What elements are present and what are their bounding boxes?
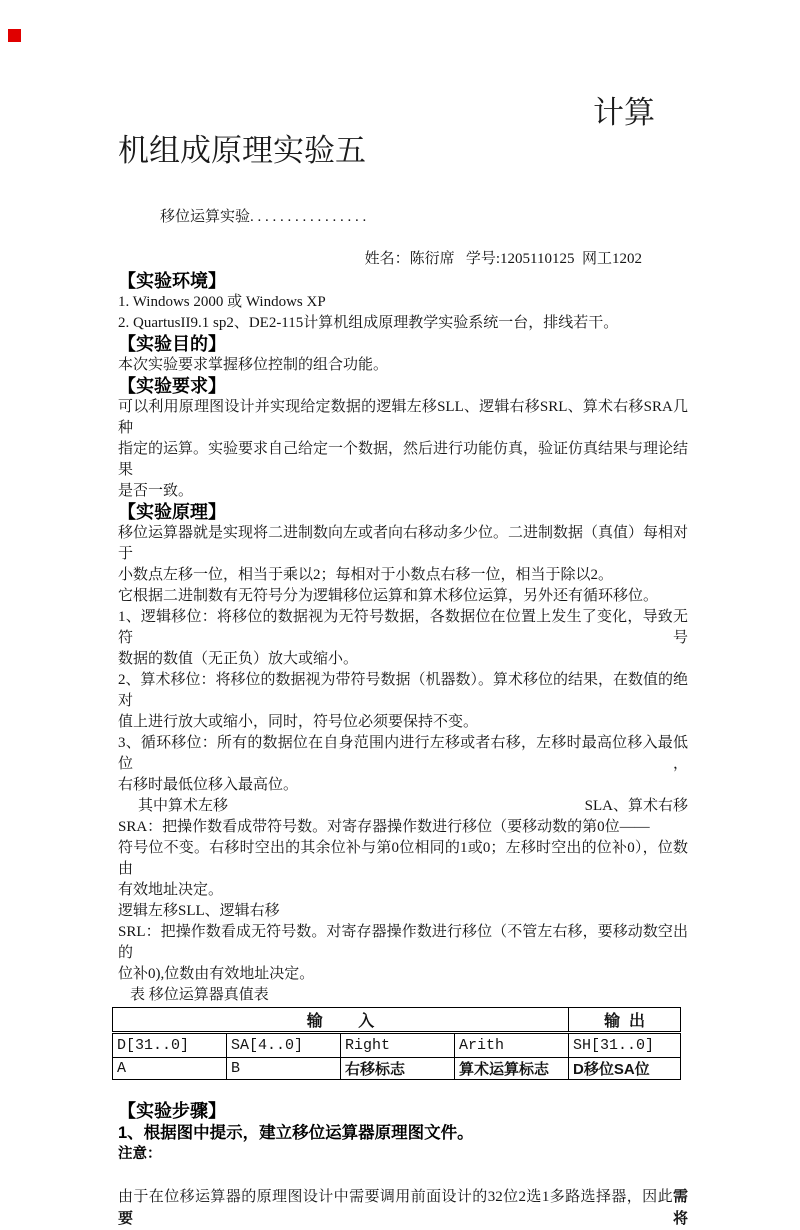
steps-section bbox=[118, 1100, 688, 1230]
desc-cell-right-flag: 右移标志 bbox=[341, 1058, 455, 1080]
principle-line: 3、循环移位：所有的数据位在自身范围内进行左移或者右移，左移时最高位移入最低位， bbox=[118, 735, 688, 772]
sra-line: 位补0),位数由有效地址决定。 bbox=[118, 966, 315, 982]
toc-entry-label: 移位运算实验 bbox=[160, 209, 251, 225]
truth-table bbox=[112, 1007, 681, 1080]
title-line-2: 机组成原理实验五 bbox=[118, 133, 366, 168]
purpose-line: 本次实验要求掌握移位控制的组合功能。 bbox=[118, 357, 389, 373]
table-caption: 表 移位运算器真值表 bbox=[130, 987, 269, 1003]
truth-table-input-header: 输 入 bbox=[113, 1008, 569, 1033]
principle-line: 它根据二进制数有无符号分为逻辑移位运算和算术移位运算，另外还有循环移位。 bbox=[118, 588, 659, 604]
document-content bbox=[118, 0, 688, 1230]
signal-cell-sa: SA[4..0] bbox=[227, 1033, 341, 1058]
red-square-marker bbox=[8, 29, 21, 42]
truth-table-desc-row bbox=[113, 1058, 681, 1080]
desc-cell-a: A bbox=[113, 1058, 227, 1080]
title-line-1: 计算 bbox=[593, 95, 655, 130]
steps-paragraph-bold: 需要将 bbox=[118, 1188, 688, 1227]
requirement-line: 指定的运算。实验要求自己给定一个数据，然后进行功能仿真，验证仿真结果与理论结果 bbox=[118, 441, 689, 478]
toc-dot-leader: . . . . . . . . . . . . . . . . bbox=[250, 209, 367, 225]
section-heading-environment: 【实验环境】 bbox=[118, 271, 226, 291]
truth-table-header-row bbox=[113, 1008, 681, 1033]
principle-line: 1、逻辑移位：将移位的数据视为无符号数据，各数据位在位置上发生了变化，导致无符号 bbox=[118, 609, 688, 646]
desc-cell-arith-flag: 算术运算标志 bbox=[455, 1058, 569, 1080]
section-heading-requirement: 【实验要求】 bbox=[118, 376, 226, 396]
toc-entry-experiment bbox=[118, 207, 688, 228]
document-title bbox=[118, 0, 688, 170]
signal-cell-arith: Arith bbox=[455, 1033, 569, 1058]
sra-line: SRL：把操作数看成无符号数。对寄存器操作数进行移位（不管左右移，要移动数空出的 bbox=[118, 924, 688, 961]
sra-line: 有效地址决定。 bbox=[118, 882, 224, 898]
requirement-line: 可以利用原理图设计并实现给定数据的逻辑左移SLL、逻辑右移SRL、算术右移SRA几种 bbox=[118, 399, 688, 436]
sra-line: 逻辑左移SLL、逻辑右移 bbox=[118, 903, 280, 919]
principle-line: 移位运算器就是实现将二进制数向左或者向右移动多少位。二进制数据（真值）每相对于 bbox=[118, 525, 689, 562]
step-1-line: 1、根据图中提示，建立移位运算器原理图文件。 bbox=[118, 1124, 474, 1142]
signal-cell-d: D[31..0] bbox=[113, 1033, 227, 1058]
principle-line: 值上进行放大或缩小，同时，符号位必须要保持不变。 bbox=[118, 714, 479, 730]
steps-paragraph bbox=[118, 1186, 688, 1230]
environment-line: 2. QuartusII9.1 sp2、DE2-115计算机组成原理教学实验系统一台，排线若干。 bbox=[118, 315, 619, 331]
arith-left-label: 其中算术左移 bbox=[138, 798, 229, 814]
truth-table-signal-row bbox=[113, 1033, 681, 1058]
principle-line: 数据的数值（无正负）放大或缩小。 bbox=[118, 651, 359, 667]
arith-shift-line bbox=[118, 796, 688, 817]
signal-cell-right: Right bbox=[341, 1033, 455, 1058]
arith-right-label: SLA、算术右移 bbox=[584, 798, 688, 814]
document-body bbox=[118, 271, 688, 1006]
note-label: 注意： bbox=[118, 1146, 162, 1162]
student-byline: 姓名：陈衍席 学号:1205110125 网工1202 bbox=[364, 251, 642, 267]
truth-table-output-header: 输 出 bbox=[569, 1008, 681, 1033]
section-heading-purpose: 【实验目的】 bbox=[118, 334, 226, 354]
principle-line: 2、算术移位：将移位的数据视为带符号数据（机器数）。算术移位的结果，在数值的绝对 bbox=[118, 672, 689, 709]
sra-line: SRA：把操作数看成带符号数。对寄存器操作数进行移位（要移动数的第0位—— bbox=[118, 819, 650, 835]
signal-cell-sh: SH[31..0] bbox=[569, 1033, 681, 1058]
sra-line: 符号位不变。右移时空出的其余位补与第0位相同的1或0；左移时空出的位补0），位数由 bbox=[118, 840, 688, 877]
requirement-line: 是否一致。 bbox=[118, 483, 194, 499]
desc-cell-shift-result: D移位SA位 bbox=[569, 1058, 681, 1080]
section-heading-steps: 【实验步骤】 bbox=[118, 1101, 226, 1121]
environment-line: 1. Windows 2000 或 Windows XP bbox=[118, 294, 326, 310]
section-heading-principle: 【实验原理】 bbox=[118, 502, 226, 522]
desc-cell-b: B bbox=[227, 1058, 341, 1080]
blank-line bbox=[118, 1165, 688, 1186]
principle-line: 小数点左移一位，相当于乘以2；每相对于小数点右移一位，相当于除以2。 bbox=[118, 567, 614, 583]
steps-paragraph-text: 由于在位移运算器的原理图设计中需要调用前面设计的32位2选1多路选择器，因此 bbox=[118, 1189, 673, 1205]
principle-line: 右移时最低位移入最高位。 bbox=[118, 777, 299, 793]
